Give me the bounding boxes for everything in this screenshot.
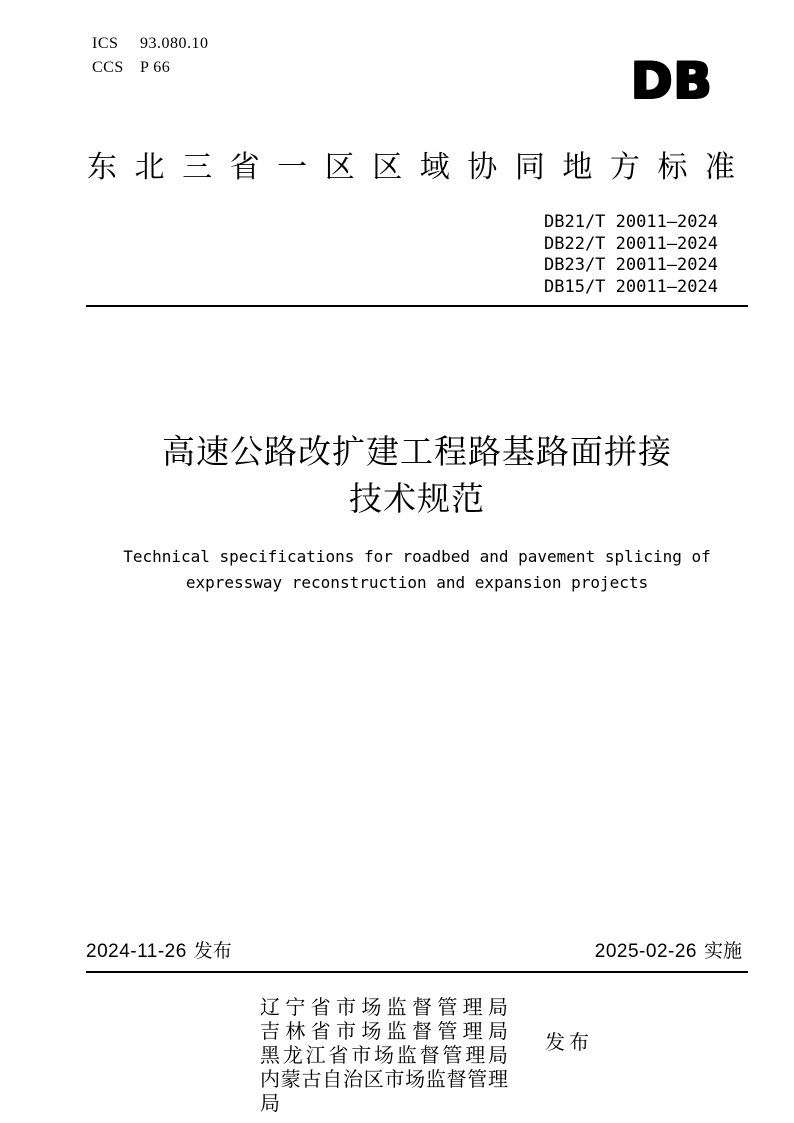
standard-number: DB21/T 20011—2024 — [544, 212, 718, 232]
db-standard-logo: DB — [631, 52, 713, 110]
bottom-horizontal-rule — [86, 971, 748, 973]
title-cn-line2: 技术规范 — [349, 480, 485, 517]
standard-number: DB15/T 20011—2024 — [544, 276, 718, 297]
standard-numbers-block — [86, 212, 718, 298]
issuing-authority: 黑龙江省市场监督管理局 — [260, 1045, 508, 1067]
standard-number: DB22/T 20011—2024 — [544, 233, 718, 254]
implementation-date-value: 2025-02-26 — [594, 941, 697, 962]
issue-date-label: 发布 — [193, 941, 232, 962]
title-en-line1: Technical specifications for roadbed and pavement splicing of — [123, 547, 711, 566]
title-en-line2: expressway reconstruction and expansion projects — [185, 573, 649, 592]
document-title-english — [86, 544, 748, 596]
ccs-value: P 66 — [140, 59, 171, 76]
ccs-line — [92, 56, 209, 80]
ics-label: ICS — [92, 35, 119, 52]
ics-ccs-block — [92, 32, 209, 80]
issue-date-value: 2024-11-26 — [86, 941, 187, 962]
ccs-label: CCS — [92, 59, 124, 76]
title-cn-line1: 高速公路改扩建工程路基路面拼接 — [162, 433, 672, 470]
implementation-date — [595, 939, 742, 965]
issuing-authority: 辽宁省市场监督管理局 — [260, 997, 508, 1019]
date-row — [86, 939, 742, 965]
standard-number: DB23/T 20011—2024 — [544, 255, 718, 276]
publish-label: 发布 — [545, 1032, 593, 1054]
issuing-authority: 内蒙古自治区市场监督管理局 — [260, 1069, 508, 1115]
issue-date — [86, 939, 232, 965]
issuing-authorities — [260, 996, 508, 1116]
top-horizontal-rule — [86, 305, 748, 307]
standard-type-heading: 东北三省一区区域协同地方标准 — [87, 151, 735, 184]
implementation-date-label: 实施 — [703, 941, 742, 962]
ics-line — [92, 32, 209, 56]
document-title-chinese — [86, 428, 748, 522]
issuing-authority: 吉林省市场监督管理局 — [260, 1021, 508, 1043]
ics-value: 93.080.10 — [140, 35, 209, 52]
